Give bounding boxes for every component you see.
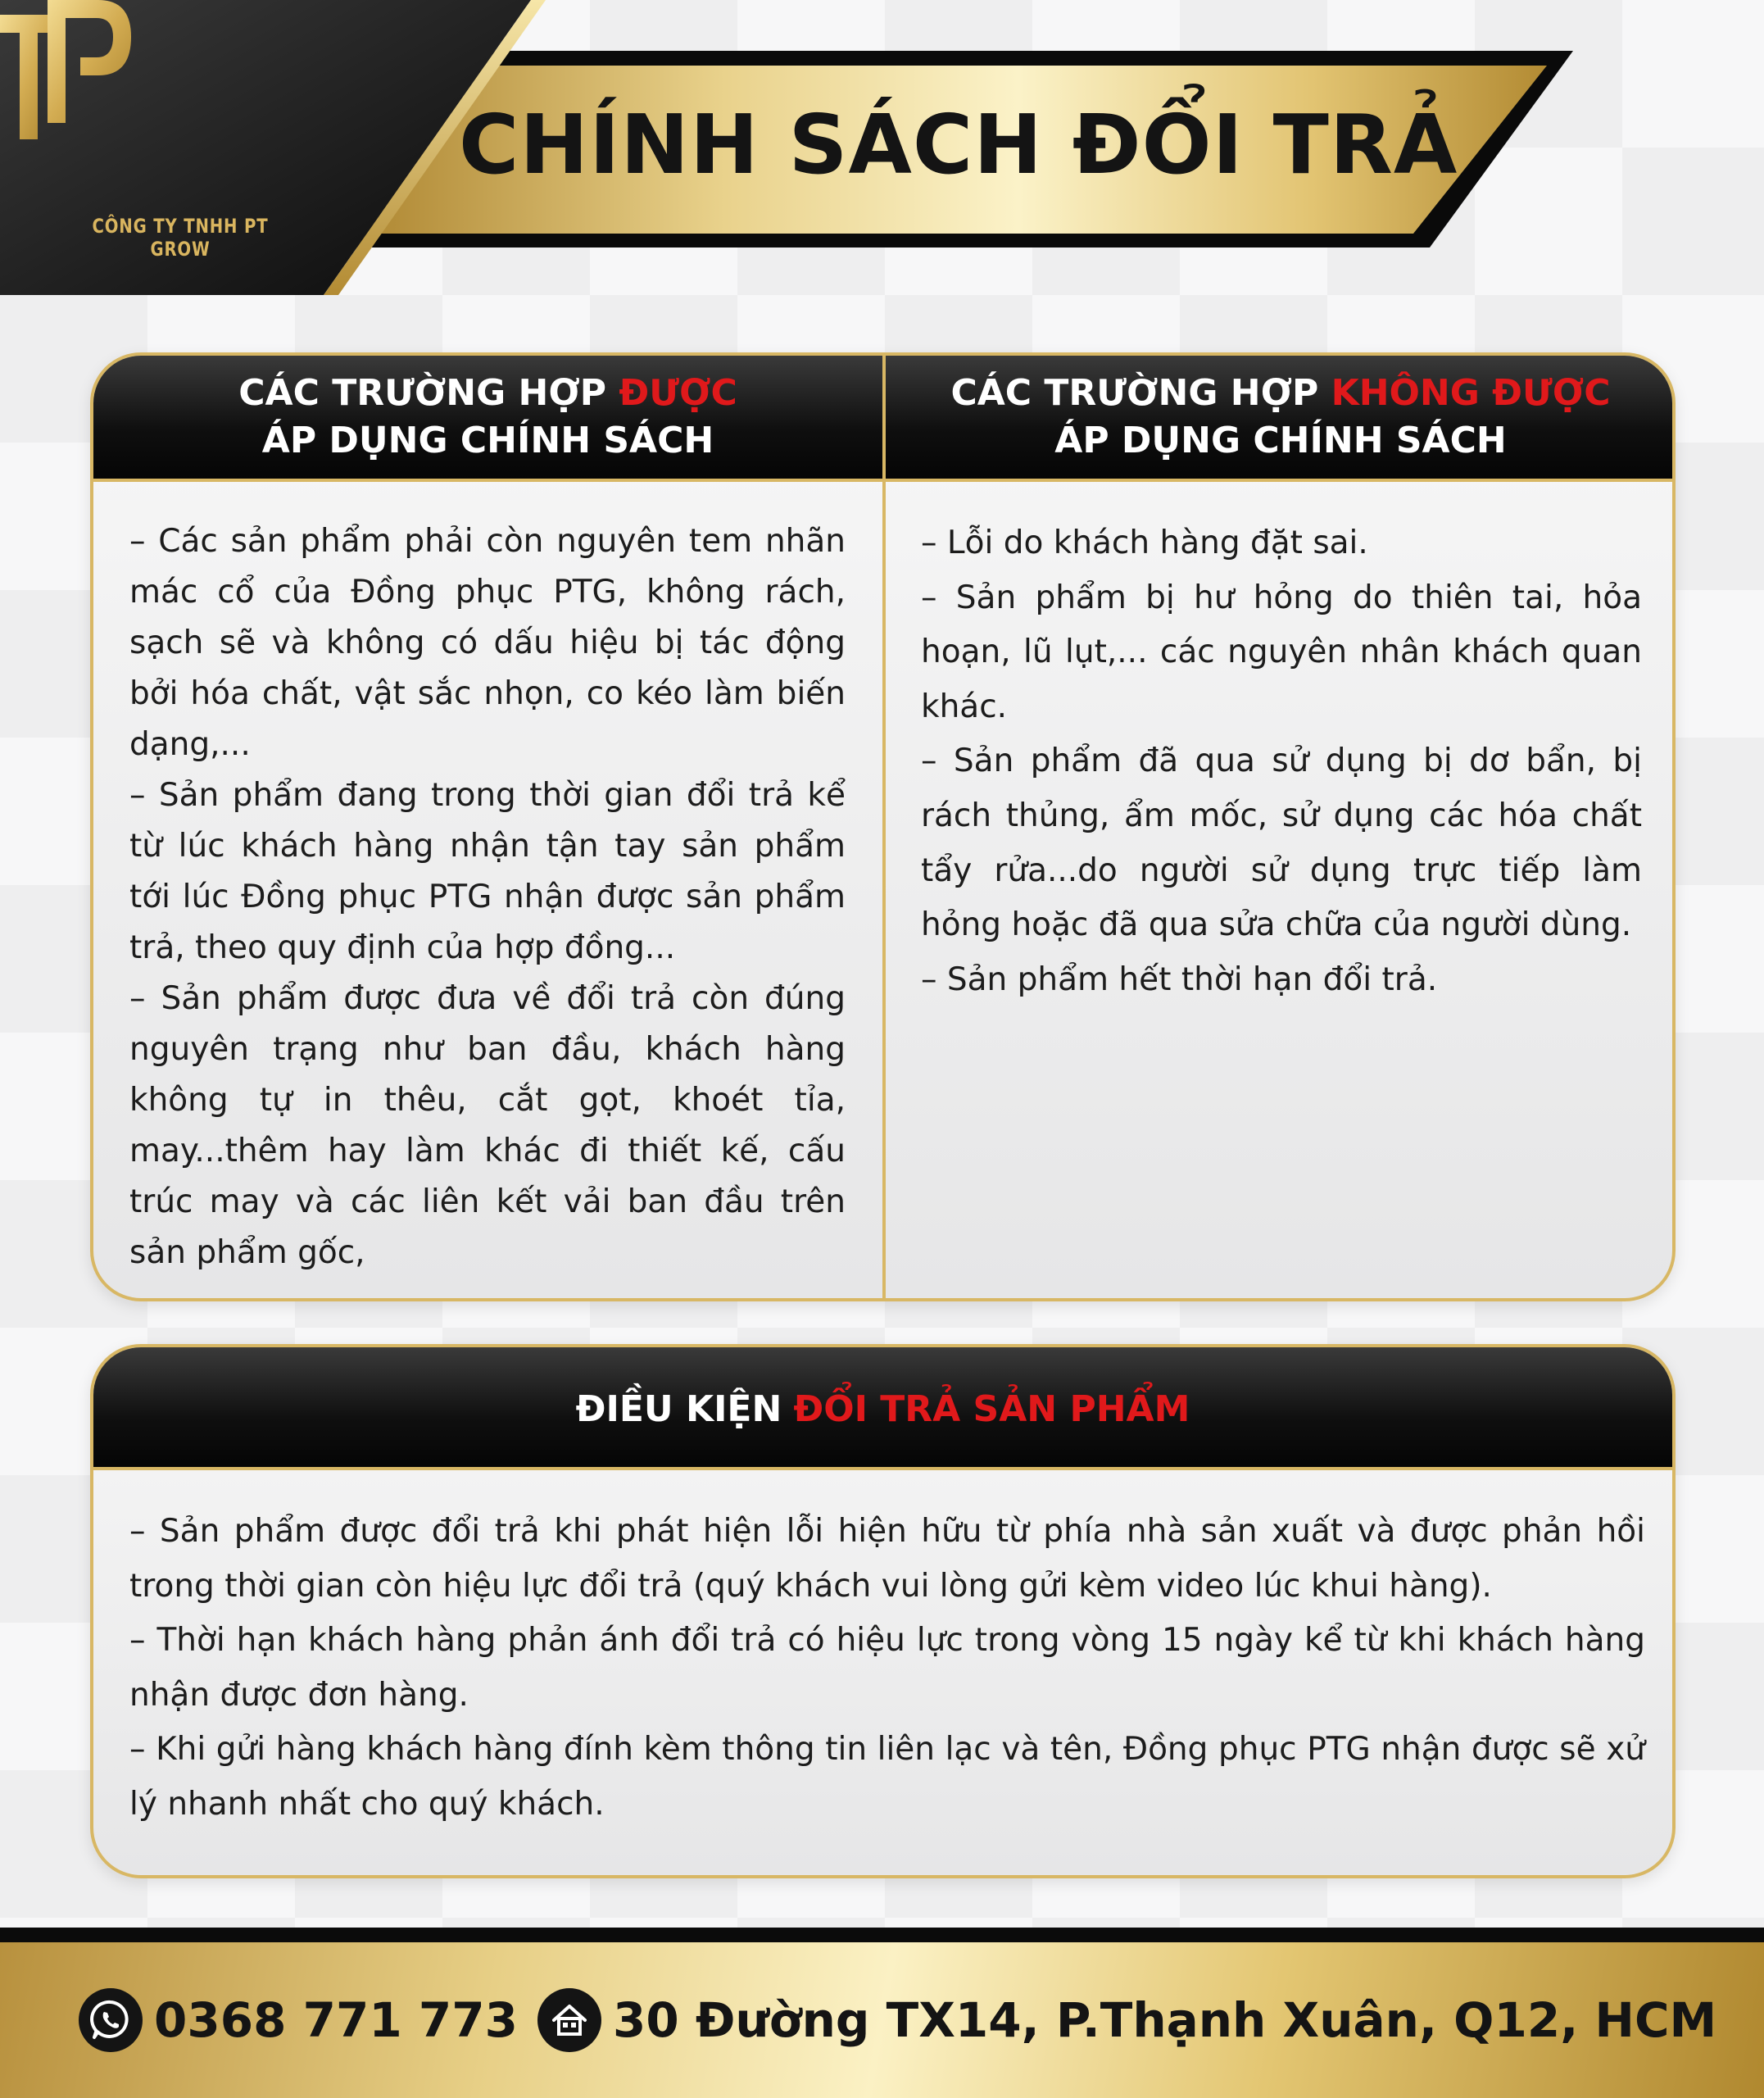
conditions-heading-text: ĐIỀU KIỆN [575,1387,782,1430]
phone-number: 0368 771 773 [154,1992,518,2048]
eligible-cases-list [129,516,846,1278]
header [0,0,1764,295]
conditions-heading [93,1347,1672,1470]
home-icon [537,1988,601,2052]
list-item: – Sản phẩm hết thời hạn đổi trả. [921,960,1438,998]
conditions-list [129,1505,1645,1832]
conditions-panel [90,1344,1676,1878]
ineligible-heading-text: CÁC TRƯỜNG HỢP [950,372,1319,414]
address-contact[interactable] [537,1942,1716,2098]
phone-contact[interactable] [79,1942,518,2098]
list-item: – Sản phẩm bị hư hỏng do thiên tai, hỏa hoạn, lũ lụt,... các nguyên nhân khách quan khác. [921,579,1642,725]
list-item: – Sản phẩm đã qua sử dụng bị dơ bẩn, bị rách thủng, ẩm mốc, sử dụng các hóa chất tẩy rửa...do người sử dụng trực tiếp làm hỏng hoặc đã qua sửa chữa của người dùng. [921,742,1642,944]
ineligible-heading-line2: ÁP DỤNG CHÍNH SÁCH [1054,420,1507,461]
list-item: – Sản phẩm được đổi trả khi phát hiện lỗi hiện hữu từ phía nhà sản xuất và được phản hồi trong thời gian còn hiệu lực đổi trả (quý khách vui lòng gửi kèm video lúc khui hàng). [129,1513,1645,1605]
conditions-panel-header [93,1347,1672,1470]
list-item: – Thời hạn khách hàng phản ánh đổi trả có hiệu lực trong vòng 15 ngày kể từ khi khách hàng nhận được đơn hàng. [129,1622,1645,1714]
list-item: – Các sản phẩm phải còn nguyên tem nhãn mác cổ của Đồng phục PTG, không rách, sạch sẽ và không có dấu hiệu bị tác động bởi hóa chất, vật sắc nhọn, co kéo làm biến dạng,... [129,523,846,763]
ineligible-heading-highlight: KHÔNG ĐƯỢC [1331,372,1611,414]
column-divider [882,356,886,1298]
policy-panel [90,352,1676,1301]
list-item: – Sản phẩm được đưa về đổi trả còn đúng nguyên trạng như ban đầu, khách hàng không tự in thêu, cắt gọt, khoét tỉa, may...thêm hay làm khác đi thiết kế, cấu trúc may và các liên kết vải ban đầu trên sản phẩm gốc, [129,980,846,1271]
footer [0,1942,1764,2098]
tp-monogram-icon [0,0,131,143]
page-title: CHÍNH SÁCH ĐỔI TRẢ [459,97,1458,193]
footer-divider [0,1928,1764,1942]
whatsapp-icon [79,1988,143,2052]
list-item: – Sản phẩm đang trong thời gian đổi trả kể từ lúc khách hàng nhận tận tay sản phẩm tới lúc Đồng phục PTG nhận được sản phẩm trả, theo quy định của hợp đồng... [129,777,846,966]
eligible-heading-line2: ÁP DỤNG CHÍNH SÁCH [261,420,714,461]
company-name: CÔNG TY TNHH PT GROW [92,215,269,261]
ineligible-cases-heading [886,356,1676,479]
conditions-heading-highlight: ĐỔI TRẢ SẢN PHẨM [793,1387,1190,1430]
list-item: – Lỗi do khách hàng đặt sai. [921,524,1368,561]
ineligible-cases-list [921,516,1642,1007]
eligible-heading-highlight: ĐƯỢC [619,372,737,414]
eligible-cases-heading [93,356,882,479]
address-text: 30 Đường TX14, P.Thạnh Xuân, Q12, HCM [613,1992,1717,2048]
eligible-heading-text: CÁC TRƯỜNG HỢP [238,372,607,414]
list-item: – Khi gửi hàng khách hàng đính kèm thông tin liên lạc và tên, Đồng phục PTG nhận được sẽ xử lý nhanh nhất cho quý khách. [129,1731,1645,1823]
